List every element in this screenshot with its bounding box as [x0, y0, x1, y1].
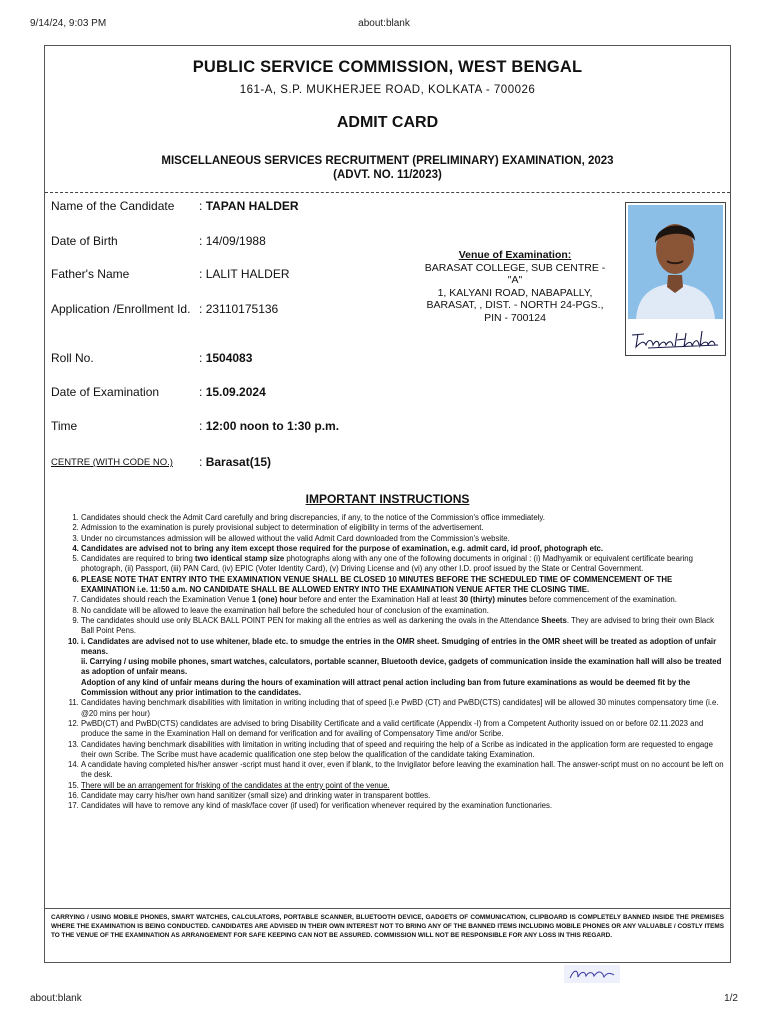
list-item: 12. PwBD(CT) and PwBD(CTS) candidates are advised to bring Disability Certificate and a valid certificate (Appendix -I) from a Competent Authority issued on or before 02.11.2023 and produce the same in the Examination Hall on demand for verification and for availing of Compensatory Time and/or Scribe.: [81, 719, 725, 740]
venue-line-4: BARASAT, , DIST. - NORTH 24-PGS.,: [426, 299, 604, 311]
list-item: 15. There will be an arrangement for frisking of the candidates at the entry point of the venue.: [81, 781, 725, 791]
print-url: about:blank: [358, 18, 410, 29]
exam-date-label: Date of Examination: [51, 385, 160, 399]
candidate-photo: [628, 205, 723, 319]
dob-value: : 14/09/1988: [199, 234, 266, 248]
venue-line-1: BARASAT COLLEGE, SUB CENTRE -: [424, 261, 606, 274]
candidate-photo-frame: [625, 202, 726, 356]
banned-items-notice: CARRYING / USING MOBILE PHONES, SMART WATCHES, CALCULATORS, PORTABLE SCANNER, BLUETOOTH DEVICE, GADGETS OF COMMUNICATION, CLIPBOARD IS COMPLETELY BANNED INSIDE THE PREMISES WHERE THE EXAMINATION IS BEING CONDUCTED. CANDIDATES ARE ADVISED IN THEIR OWN INTEREST NOT TO BRING ANY OF THE BANNED ITEMS INCLUDING MOBILE PHONES OR ANY VALUABLE / COSTLY ITEMS TO THE VENUE OF THE EXAMINATION AS ARRANGEMENT FOR SAFE KEEPING CAN NOT BE ASSURED. COMMISSION WILL NOT BE RESPONSIBLE FOR ANY LOSS IN THIS REGARD.: [45, 908, 730, 940]
application-id-label: Application /Enrollment Id.: [51, 302, 191, 316]
list-item: 16. Candidate may carry his/her own hand sanitizer (small size) and drinking water in transparent bottles.: [81, 791, 725, 801]
list-item: 14. A candidate having completed his/her answer -script must hand it over, even if blank, to the Invigilator before leaving the examination hall. The answer-script must on no account be left on the desk.: [81, 760, 725, 781]
list-item: 10. i. Candidates are advised not to use whitener, blade etc. to smudge the entries in the OMR sheet. Smudging of entries in the OMR sheet will be treated as adoption of unfair means. ii. Carrying / using mobile phones, smart watches, calculators, portable scanner, Bluetooth device, gadgets of communication inside the examination hall will also be treated as adoption of unfair means. Adoption of any kind of unfair means during the hours of examination will attract penal action including ban from future examinations as would be deemed fit by the Commission without any prior intimation to the candidates.: [81, 637, 725, 699]
list-item: 8. No candidate will be allowed to leave the examination hall before the scheduled hour of conclusion of the examination.: [81, 606, 725, 616]
person-silhouette-icon: [628, 205, 723, 319]
footer-url: about:blank: [30, 993, 82, 1004]
list-item: 9. The candidates should use only BLACK BALL POINT PEN for making all the entries as well as darkening the ovals in the Attendance Sheets. They are advised to bring their own Black Ball Point Pens.: [81, 616, 725, 637]
application-id-value: : 23110175136: [199, 302, 279, 316]
organization-address: 161-A, S.P. MUKHERJEE ROAD, KOLKATA - 700026: [239, 84, 536, 96]
list-item: 13. Candidates having benchmark disabilities with limitation in writing including that of speed and requiring the help of a Scribe as indicated in the application form are requested to engage their own Scribe. The Scribe must have academic qualification one step below the qualification of the candidate taking Examination.: [81, 740, 725, 761]
list-item: 3. Under no circumstances admission will be allowed without the valid Admit Card downloaded from the Commission's website.: [81, 534, 725, 544]
venue-line-3: 1, KALYANI ROAD, NABAPALLY,: [437, 286, 593, 299]
dob-label: Date of Birth: [51, 234, 118, 248]
venue-heading: Venue of Examination:: [458, 249, 572, 261]
verifier-signature: [564, 963, 620, 985]
candidate-name-value: : TAPAN HALDER: [199, 199, 299, 213]
time-value: : 12:00 noon to 1:30 p.m.: [199, 419, 340, 433]
print-footer: [30, 993, 738, 1004]
exam-name: [45, 154, 730, 182]
venue-line-2: "A": [507, 274, 523, 286]
list-item: 17. Candidates will have to remove any kind of mask/face cover (if used) for verification whenever required by the examination functionaries.: [81, 801, 725, 811]
signature-image: [628, 321, 723, 353]
list-item: 4. Candidates are advised not to bring any item except those required for the purpose of examination, e.g. admit card, id proof, photograph etc.: [81, 544, 725, 554]
dashed-divider: [45, 192, 730, 193]
candidate-signature: [628, 321, 723, 353]
venue-block: [415, 249, 615, 324]
list-item: 1. Candidates should check the Admit Card carefully and bring discrepancies, if any, to the notice of the Commission's office immediately.: [81, 513, 725, 523]
exam-date-value: : 15.09.2024: [199, 385, 266, 399]
centre-label: CENTRE (WITH CODE NO.): [51, 457, 173, 468]
exam-line-2: (ADVT. NO. 11/2023): [333, 169, 442, 181]
exam-line-1: MISCELLANEOUS SERVICES RECRUITMENT (PRELIMINARY) EXAMINATION, 2023: [161, 155, 614, 167]
print-datetime: 9/14/24, 9:03 PM: [30, 18, 107, 29]
father-name-label: Father's Name: [51, 267, 130, 281]
list-item: 2. Admission to the examination is purely provisional subject to determination of eligibility in terms of the advertisement.: [81, 523, 725, 533]
father-name-value: : LALIT HALDER: [199, 267, 290, 281]
list-item: 7. Candidates should reach the Examination Venue 1 (one) hour before and enter the Examination Hall at least 30 (thirty) minutes before commencement of the examination.: [81, 595, 725, 605]
instructions-heading: IMPORTANT INSTRUCTIONS: [305, 492, 470, 506]
list-item: 6. PLEASE NOTE THAT ENTRY INTO THE EXAMINATION VENUE SHALL BE CLOSED 10 MINUTES BEFORE THE SCHEDULED TIME OF COMMENCEMENT OF THE EXAMINATION i.e. 11:50 a.m. NO CANDIDATE SHALL BE ALLOWED ENTRY INTO THE EXAMINATION VENUE AFTER THE CLOSING TIME.: [81, 575, 725, 596]
organization-name: PUBLIC SERVICE COMMISSION, WEST BENGAL: [192, 58, 583, 76]
instructions-list: [81, 513, 725, 812]
page-number: 1/2: [724, 993, 738, 1004]
venue-line-5: PIN - 700124: [484, 311, 546, 324]
roll-no-value: : 1504083: [199, 351, 253, 365]
list-item: 11. Candidates having benchmark disabilities with limitation in writing including that of speed [i.e PwBD (CT) and PwBD(CTS) candidates] will be allowed 30 minutes compensatory time (i.e. @20 mins per hour): [81, 698, 725, 719]
roll-no-label: Roll No.: [51, 351, 94, 365]
list-item: 5. Candidates are required to bring two identical stamp size photographs along with any one of the following documents in original : (i) Madhyamik or equivalent certificate bearing photograph, (ii) Passport, (iii) PAN Card, (iv) EPIC (Voter Identity Card), (v) Driving License and (vi) any other I.D. proof issued by the State or Central Government.: [81, 554, 725, 575]
page-title: ADMIT CARD: [336, 114, 439, 131]
signature-stamp-icon: [564, 963, 620, 985]
time-label: Time: [51, 419, 78, 433]
admit-card: [44, 45, 731, 963]
centre-value: : Barasat(15): [199, 455, 272, 469]
candidate-name-label: Name of the Candidate: [51, 199, 175, 213]
